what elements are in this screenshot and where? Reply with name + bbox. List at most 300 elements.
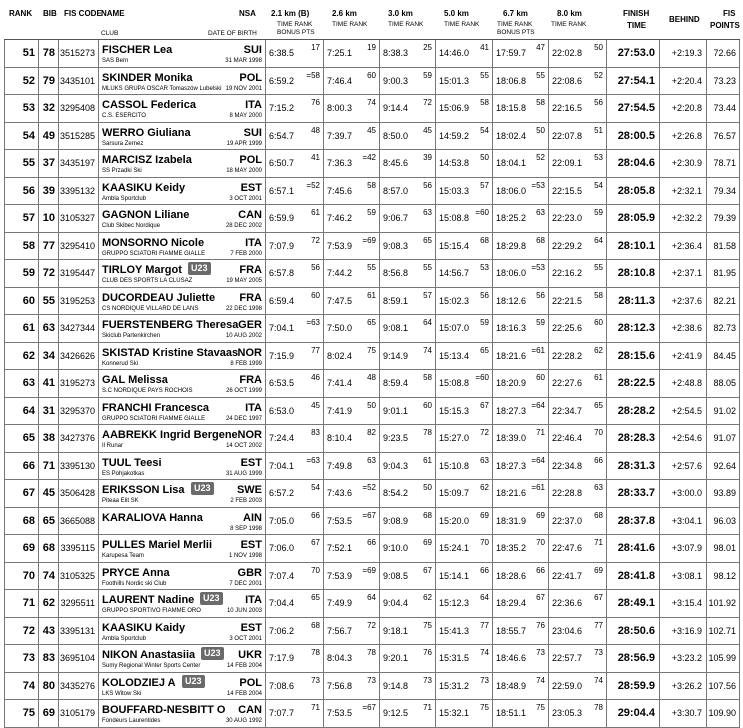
- split-cell: [324, 645, 380, 672]
- header-dob: DATE OF BIRTH: [208, 30, 257, 37]
- split-rank: 68: [423, 510, 432, 520]
- split-rank: 55: [367, 263, 376, 272]
- split-cell: [549, 233, 607, 260]
- split-time: 8:00.3: [327, 103, 353, 113]
- u23-badge: U23: [191, 482, 214, 495]
- rank-cell: 55: [4, 150, 39, 177]
- fis-points-cell: 88.05: [707, 370, 740, 397]
- split-rank: =58: [306, 70, 320, 80]
- split-time: 9:04.4: [383, 598, 409, 608]
- split-time: 6:57.1: [269, 185, 295, 196]
- rank-cell: 71: [4, 590, 39, 617]
- split-cell: [324, 343, 380, 370]
- split-rank: 70: [311, 565, 320, 575]
- u23-badge: U23: [200, 592, 223, 605]
- table-row[interactable]: [4, 618, 740, 646]
- nation-code: NOR: [237, 429, 262, 441]
- nation-code: POL: [239, 154, 262, 166]
- fis-points-cell: 98.12: [707, 563, 740, 590]
- header-nsa: NSA: [239, 9, 256, 18]
- split-rank: 72: [367, 620, 376, 630]
- rank-cell: 64: [4, 398, 39, 425]
- finish-time-cell: 28:10.8: [607, 260, 660, 287]
- split-rank: 56: [594, 98, 603, 107]
- date-of-birth: 30 AUG 1992: [225, 718, 262, 724]
- behind-cell: +3:26.2: [660, 673, 707, 700]
- split-cell: [493, 398, 549, 425]
- split-cell: [436, 343, 493, 370]
- table-row[interactable]: [4, 370, 740, 398]
- finish-time-cell: 28:28.2: [607, 398, 660, 425]
- results-table: [4, 40, 740, 728]
- table-row[interactable]: [4, 178, 740, 206]
- split-cell: [436, 425, 493, 452]
- split-rank: 76: [311, 98, 320, 107]
- split-cell: [549, 205, 607, 232]
- split-time: 6:38.5: [269, 48, 295, 58]
- athlete-name: SKINDER Monika: [102, 71, 193, 84]
- split-time: 6:59.9: [269, 213, 295, 223]
- athlete-name: LAURENT Nadine: [102, 594, 195, 606]
- split-cell: [380, 233, 436, 260]
- split-cell: [436, 205, 493, 232]
- split-time: 18:31.9: [496, 515, 527, 526]
- split-rank: 48: [311, 125, 320, 135]
- club-name: ES Pohjakotkas: [102, 470, 145, 477]
- split-cell: [493, 645, 549, 672]
- header-split-6-sub: TIME RANK: [551, 21, 587, 28]
- nation-code: CAN: [238, 704, 262, 716]
- split-rank: 60: [423, 400, 432, 410]
- split-cell: [380, 205, 436, 232]
- split-cell: [549, 150, 607, 177]
- split-rank: =53: [531, 263, 545, 272]
- split-rank: 60: [594, 318, 603, 327]
- split-time: 15:15.3: [439, 405, 470, 416]
- fis-points-cell: 72.66: [707, 40, 740, 67]
- split-time: 14:56.7: [439, 268, 470, 278]
- split-time: 22:57.7: [552, 653, 583, 663]
- bib-cell: 68: [39, 535, 59, 562]
- table-row[interactable]: [4, 260, 740, 288]
- nation-code: POL: [239, 71, 262, 84]
- split-cell: [493, 260, 549, 287]
- bib-cell: 43: [39, 618, 59, 645]
- split-rank: 55: [536, 70, 545, 80]
- split-time: 18:46.6: [496, 653, 527, 663]
- fis-code-cell: 3105179: [59, 700, 99, 727]
- bib-cell: 32: [39, 95, 59, 122]
- split-rank: 66: [594, 455, 603, 465]
- split-cell: [549, 563, 607, 590]
- behind-cell: +2:20.4: [660, 68, 707, 95]
- split-cell: [493, 178, 549, 205]
- split-time: 22:16.2: [552, 268, 583, 278]
- split-cell: [436, 370, 493, 397]
- nation-code: SUI: [243, 126, 262, 139]
- fis-code-cell: 3295410: [59, 233, 99, 260]
- split-rank: 75: [536, 703, 545, 712]
- club-name: Sumy Regional Winter Sports Center: [102, 663, 201, 669]
- table-row[interactable]: [4, 563, 740, 591]
- athlete-name: FUERSTENBERG Theresa: [102, 319, 239, 331]
- split-time: 17:59.7: [496, 48, 527, 58]
- split-time: 15:14.1: [439, 570, 470, 581]
- rank-cell: 59: [4, 260, 39, 287]
- date-of-birth: 26 OCT 1999: [226, 388, 262, 394]
- bib-cell: 39: [39, 178, 59, 205]
- behind-cell: +2:38.6: [660, 315, 707, 342]
- date-of-birth: 28 DEC 2002: [225, 223, 262, 229]
- split-cell: [436, 618, 493, 645]
- split-cell: [493, 508, 549, 535]
- header-split-5-sub: TIME RANK: [497, 21, 533, 28]
- table-row[interactable]: [4, 480, 740, 508]
- split-time: 15:07.0: [439, 323, 470, 333]
- split-rank: 71: [594, 538, 603, 547]
- split-time: 18:55.7: [496, 625, 527, 636]
- athlete-name: TUUL Teesi: [102, 456, 162, 469]
- split-time: 6:59.2: [269, 75, 295, 86]
- split-cell: [549, 425, 607, 452]
- split-time: 7:49.8: [327, 460, 353, 471]
- split-rank: 73: [367, 675, 376, 685]
- athlete-cell: [99, 480, 266, 507]
- header-rank: RANK: [9, 9, 33, 18]
- table-row[interactable]: [4, 535, 740, 563]
- split-time: 6:59.4: [269, 295, 295, 306]
- split-cell: [324, 425, 380, 452]
- bib-cell: 74: [39, 563, 59, 590]
- date-of-birth: 8 FEB 1999: [230, 360, 262, 367]
- split-cell: [549, 673, 607, 700]
- rank-cell: 57: [4, 205, 39, 232]
- split-time: 22:09.1: [552, 158, 583, 168]
- behind-cell: +2:57.6: [660, 453, 707, 480]
- split-cell: [266, 370, 324, 397]
- fis-points-cell: 82.73: [707, 315, 740, 342]
- split-time: 9:14.4: [383, 103, 409, 113]
- split-cell: [324, 590, 380, 617]
- split-cell: [436, 68, 493, 95]
- split-cell: [266, 398, 324, 425]
- table-row[interactable]: [4, 398, 740, 426]
- split-time: 7:56.8: [327, 680, 353, 691]
- split-cell: [266, 645, 324, 672]
- split-rank: 75: [480, 703, 489, 712]
- split-time: 7:17.9: [269, 653, 295, 663]
- split-cell: [549, 645, 607, 672]
- split-cell: [324, 95, 380, 122]
- split-cell: [549, 618, 607, 645]
- split-time: 7:07.7: [269, 708, 295, 718]
- finish-time-cell: 28:41.6: [607, 535, 660, 562]
- split-rank: 54: [311, 483, 320, 492]
- split-time: 15:41.3: [439, 625, 470, 636]
- behind-cell: +3:23.2: [660, 645, 707, 672]
- athlete-cell: [99, 508, 266, 535]
- club-name: Konnerud Ski: [102, 360, 139, 367]
- split-rank: 17: [311, 43, 320, 52]
- rank-cell: 58: [4, 233, 39, 260]
- split-rank: =63: [306, 455, 320, 465]
- fis-code-cell: 3395115: [59, 535, 99, 562]
- date-of-birth: 3 OCT 2001: [229, 635, 262, 642]
- split-rank: =69: [362, 235, 376, 245]
- split-rank: 67: [423, 565, 432, 575]
- split-cell: [493, 370, 549, 397]
- bib-cell: 69: [39, 700, 59, 727]
- split-rank: 63: [480, 455, 489, 465]
- split-time: 7:41.9: [327, 405, 353, 416]
- split-cell: [266, 123, 324, 150]
- split-time: 8:50.0: [383, 130, 409, 141]
- behind-cell: +2:48.8: [660, 370, 707, 397]
- split-rank: 68: [536, 235, 545, 245]
- split-rank: 78: [594, 703, 603, 712]
- split-cell: [380, 260, 436, 287]
- split-cell: [549, 508, 607, 535]
- header-split-1-sub: TIME RANK: [277, 21, 313, 28]
- split-rank: 75: [423, 620, 432, 630]
- fis-points-cell: 82.21: [707, 288, 740, 315]
- split-cell: [549, 68, 607, 95]
- table-row[interactable]: [4, 288, 740, 316]
- fis-points-cell: 107.56: [707, 673, 740, 700]
- split-time: 9:08.9: [383, 515, 409, 526]
- split-cell: [266, 343, 324, 370]
- split-time: 9:12.5: [383, 708, 409, 718]
- table-row[interactable]: [4, 123, 740, 151]
- split-time: 18:27.3: [496, 405, 527, 416]
- split-rank: 67: [311, 538, 320, 547]
- split-rank: 73: [480, 675, 489, 685]
- u23-badge: U23: [201, 647, 224, 660]
- split-time: 18:21.6: [496, 350, 527, 361]
- split-cell: [493, 343, 549, 370]
- fis-code-cell: 3435197: [59, 150, 99, 177]
- split-rank: 77: [480, 620, 489, 630]
- table-row[interactable]: [4, 95, 740, 123]
- split-time: 15:12.3: [439, 598, 470, 608]
- split-time: 9:04.3: [383, 460, 409, 471]
- behind-cell: +3:16.9: [660, 618, 707, 645]
- fis-code-cell: 3435101: [59, 68, 99, 95]
- fis-code-cell: 3295511: [59, 590, 99, 617]
- split-rank: 74: [480, 648, 489, 657]
- split-cell: [493, 315, 549, 342]
- rank-cell: 67: [4, 480, 39, 507]
- table-header: [0, 0, 743, 39]
- split-rank: 68: [311, 620, 320, 630]
- athlete-cell: [99, 288, 266, 315]
- split-cell: [436, 535, 493, 562]
- split-time: 6:50.7: [269, 158, 295, 168]
- bib-cell: 31: [39, 398, 59, 425]
- date-of-birth: 7 DEC 2001: [229, 580, 262, 587]
- table-row[interactable]: [4, 673, 740, 701]
- nation-code: CAN: [238, 209, 262, 221]
- table-row[interactable]: [4, 205, 740, 233]
- behind-cell: +2:32.1: [660, 178, 707, 205]
- split-cell: [266, 68, 324, 95]
- table-row[interactable]: [4, 590, 740, 618]
- split-cell: [436, 233, 493, 260]
- nation-code: GER: [238, 319, 262, 331]
- split-rank: 76: [536, 620, 545, 630]
- fis-code-cell: 3395131: [59, 618, 99, 645]
- athlete-name: KAASIKU Keidy: [102, 181, 186, 194]
- athlete-cell: [99, 315, 266, 342]
- header-split-5: 6.7 km: [503, 9, 528, 18]
- split-time: 23:05.3: [552, 708, 583, 718]
- split-rank: 67: [594, 593, 603, 602]
- table-row[interactable]: [4, 150, 740, 178]
- split-time: 7:08.6: [269, 680, 295, 691]
- split-cell: [380, 95, 436, 122]
- split-rank: 64: [367, 593, 376, 602]
- split-cell: [380, 508, 436, 535]
- split-rank: 69: [423, 538, 432, 547]
- split-cell: [266, 288, 324, 315]
- table-row[interactable]: [4, 700, 740, 728]
- athlete-cell: [99, 590, 266, 617]
- finish-time-cell: 28:41.8: [607, 563, 660, 590]
- fis-points-cell: 91.02: [707, 398, 740, 425]
- split-rank: 59: [367, 208, 376, 217]
- athlete-cell: [99, 178, 266, 205]
- split-cell: [436, 673, 493, 700]
- fis-points-cell: 79.39: [707, 205, 740, 232]
- table-row[interactable]: [4, 425, 740, 453]
- fis-code-cell: 3105327: [59, 205, 99, 232]
- split-rank: 61: [423, 455, 432, 465]
- split-cell: [324, 535, 380, 562]
- date-of-birth: 24 DEC 1997: [225, 415, 262, 422]
- split-rank: 77: [311, 345, 320, 355]
- split-cell: [324, 480, 380, 507]
- split-cell: [436, 480, 493, 507]
- athlete-name: FRANCHI Francesca: [102, 401, 209, 414]
- split-time: 8:38.3: [383, 48, 409, 58]
- table-row[interactable]: [4, 343, 740, 371]
- finish-time-cell: 28:59.9: [607, 673, 660, 700]
- split-time: 7:04.1: [269, 460, 295, 471]
- split-rank: 54: [594, 180, 603, 190]
- split-rank: 56: [423, 180, 432, 190]
- split-rank: 83: [311, 428, 320, 437]
- split-rank: 64: [423, 318, 432, 327]
- bib-cell: 63: [39, 315, 59, 342]
- split-cell: [549, 40, 607, 67]
- split-cell: [324, 563, 380, 590]
- split-time: 15:13.4: [439, 350, 470, 361]
- date-of-birth: 19 NOV 2001: [225, 85, 262, 92]
- split-rank: 62: [480, 483, 489, 492]
- u23-badge: U23: [188, 262, 211, 275]
- table-row[interactable]: [4, 68, 740, 96]
- rank-cell: 75: [4, 700, 39, 727]
- club-name: CS NORDIQUE VILLARD DE LANS: [102, 305, 199, 312]
- split-rank: 58: [594, 290, 603, 300]
- split-time: 18:06.8: [496, 75, 527, 86]
- split-cell: [324, 68, 380, 95]
- split-cell: [380, 673, 436, 700]
- club-name: MLUKS GRUPA OSCAR Tomaszów Lubelski: [102, 85, 222, 92]
- split-cell: [380, 123, 436, 150]
- header-club: CLUB: [101, 30, 119, 37]
- split-rank: 48: [367, 373, 376, 382]
- behind-cell: +3:15.4: [660, 590, 707, 617]
- table-row[interactable]: [4, 453, 740, 481]
- split-cell: [549, 260, 607, 287]
- finish-time-cell: 28:00.5: [607, 123, 660, 150]
- table-row[interactable]: [4, 40, 740, 68]
- split-cell: [380, 68, 436, 95]
- table-row[interactable]: [4, 233, 740, 261]
- split-time: 22:59.0: [552, 680, 583, 691]
- split-cell: [380, 535, 436, 562]
- split-time: 15:15.4: [439, 240, 470, 251]
- nation-code: ITA: [245, 99, 262, 111]
- club-name: SAS Bern: [102, 58, 129, 64]
- split-time: 7:46.4: [327, 75, 353, 86]
- split-rank: 72: [480, 428, 489, 437]
- table-row[interactable]: [4, 315, 740, 343]
- behind-cell: +2:20.8: [660, 95, 707, 122]
- split-time: 7:05.0: [269, 515, 295, 526]
- club-name: Il Runar: [102, 443, 124, 449]
- fis-points-cell: 76.57: [707, 123, 740, 150]
- split-rank: 70: [536, 538, 545, 547]
- split-rank: 50: [367, 400, 376, 410]
- table-row[interactable]: [4, 645, 740, 673]
- athlete-cell: [99, 370, 266, 397]
- split-time: 22:29.2: [552, 240, 583, 251]
- split-rank: 65: [480, 345, 489, 355]
- split-time: 15:09.7: [439, 488, 470, 498]
- finish-time-cell: 28:12.3: [607, 315, 660, 342]
- split-rank: 62: [594, 345, 603, 355]
- athlete-cell: [99, 425, 266, 452]
- split-rank: =52: [362, 483, 376, 492]
- split-time: 22:37.0: [552, 515, 583, 526]
- date-of-birth: 10 JUN 2003: [226, 608, 262, 614]
- athlete-name: GAGNON Liliane: [102, 209, 190, 221]
- split-time: 22:07.8: [552, 130, 583, 141]
- fis-code-cell: 3515285: [59, 123, 99, 150]
- split-cell: [380, 398, 436, 425]
- finish-time-cell: 29:04.4: [607, 700, 660, 727]
- split-time: 15:32.1: [439, 708, 470, 718]
- club-name: Ambla Sportclub: [102, 635, 147, 642]
- behind-cell: +3:07.9: [660, 535, 707, 562]
- split-rank: 53: [480, 263, 489, 272]
- split-rank: 52: [594, 70, 603, 80]
- finish-time-cell: 28:04.6: [607, 150, 660, 177]
- split-cell: [380, 288, 436, 315]
- header-split-2-sub: TIME RANK: [332, 21, 368, 28]
- split-time: 18:16.3: [496, 323, 527, 333]
- split-rank: 64: [594, 235, 603, 245]
- split-cell: [549, 178, 607, 205]
- split-rank: 45: [311, 400, 320, 410]
- table-row[interactable]: [4, 508, 740, 536]
- split-time: 15:31.2: [439, 680, 470, 691]
- bib-cell: 34: [39, 343, 59, 370]
- date-of-birth: 31 MAR 1998: [225, 58, 262, 64]
- split-rank: 19: [367, 43, 376, 52]
